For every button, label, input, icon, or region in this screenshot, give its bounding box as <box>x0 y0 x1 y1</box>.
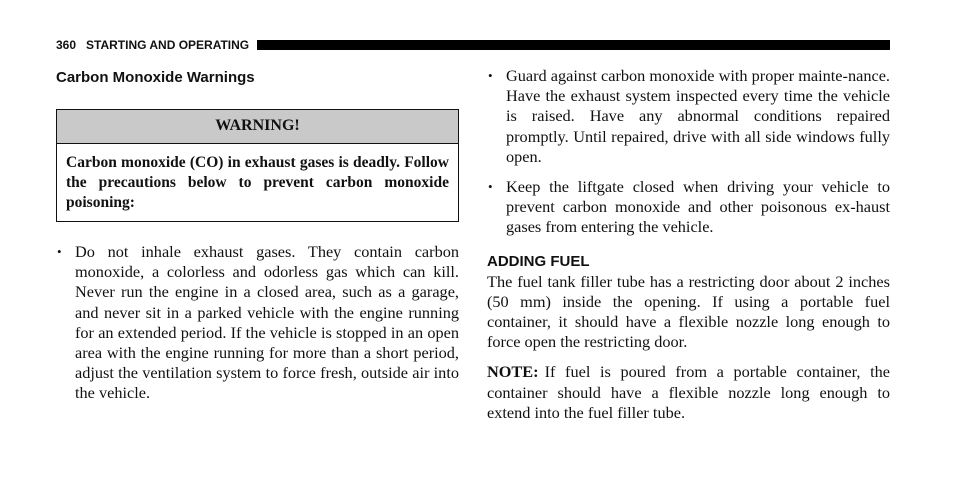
warning-box <box>56 109 459 222</box>
bullet-icon: • <box>488 179 493 195</box>
bullet-icon: • <box>57 244 62 259</box>
list-item <box>487 66 890 167</box>
running-head: STARTING AND OPERATING <box>86 38 250 52</box>
list-item-text: Guard against carbon monoxide with proper mainte-nance. Have the exhaust system inspected every time the vehicle is raised. Have any abnormal conditions repaired promptly. Until repaired, drive with all side windows fully open. <box>506 66 890 166</box>
page-header <box>56 37 890 53</box>
note-label: NOTE: <box>487 362 539 382</box>
note-paragraph <box>487 362 890 423</box>
list-item-text: Do not inhale exhaust gases. They contain carbon monoxide, a colorless and odorless gas which can kill. Never run the engine in a closed area, such as a garage, and never sit in a parked vehicle with the engine running for an extended period. If the vehicle is stopped in an open area with the engine running for more than a short period, adjust the ventilation system to force fresh, outside air into the vehicle. <box>75 242 459 403</box>
bullet-icon: • <box>488 68 493 83</box>
left-column <box>56 66 459 404</box>
page-number: 360 <box>56 38 77 52</box>
note-text: If fuel is poured from a portable container, the container should have a flexible nozzle long enough to extend into the fuel filler tube. <box>487 362 890 422</box>
warning-title: WARNING! <box>57 110 458 144</box>
list-item-text: Keep the liftgate closed when driving your vehicle to prevent carbon monoxide and other poisonous ex-haust gases from entering the vehicle. <box>506 177 890 237</box>
bullet-list <box>487 66 890 238</box>
body-paragraph: The fuel tank filler tube has a restricting door about 2 inches (50 mm) inside the opening. If using a portable fuel container, it should have a flexible nozzle long enough to force open the restricting door. <box>487 271 890 352</box>
list-item <box>487 177 890 238</box>
bullet-list <box>56 242 459 404</box>
header-rule <box>257 40 890 50</box>
subsection-heading: ADDING FUEL <box>487 252 590 270</box>
right-column <box>487 66 890 423</box>
list-item <box>56 242 459 404</box>
warning-text: Carbon monoxide (CO) in exhaust gases is deadly. Follow the precautions below to prevent carbon monoxide poisoning: <box>66 154 449 211</box>
section-title: Carbon Monoxide Warnings <box>56 69 255 86</box>
